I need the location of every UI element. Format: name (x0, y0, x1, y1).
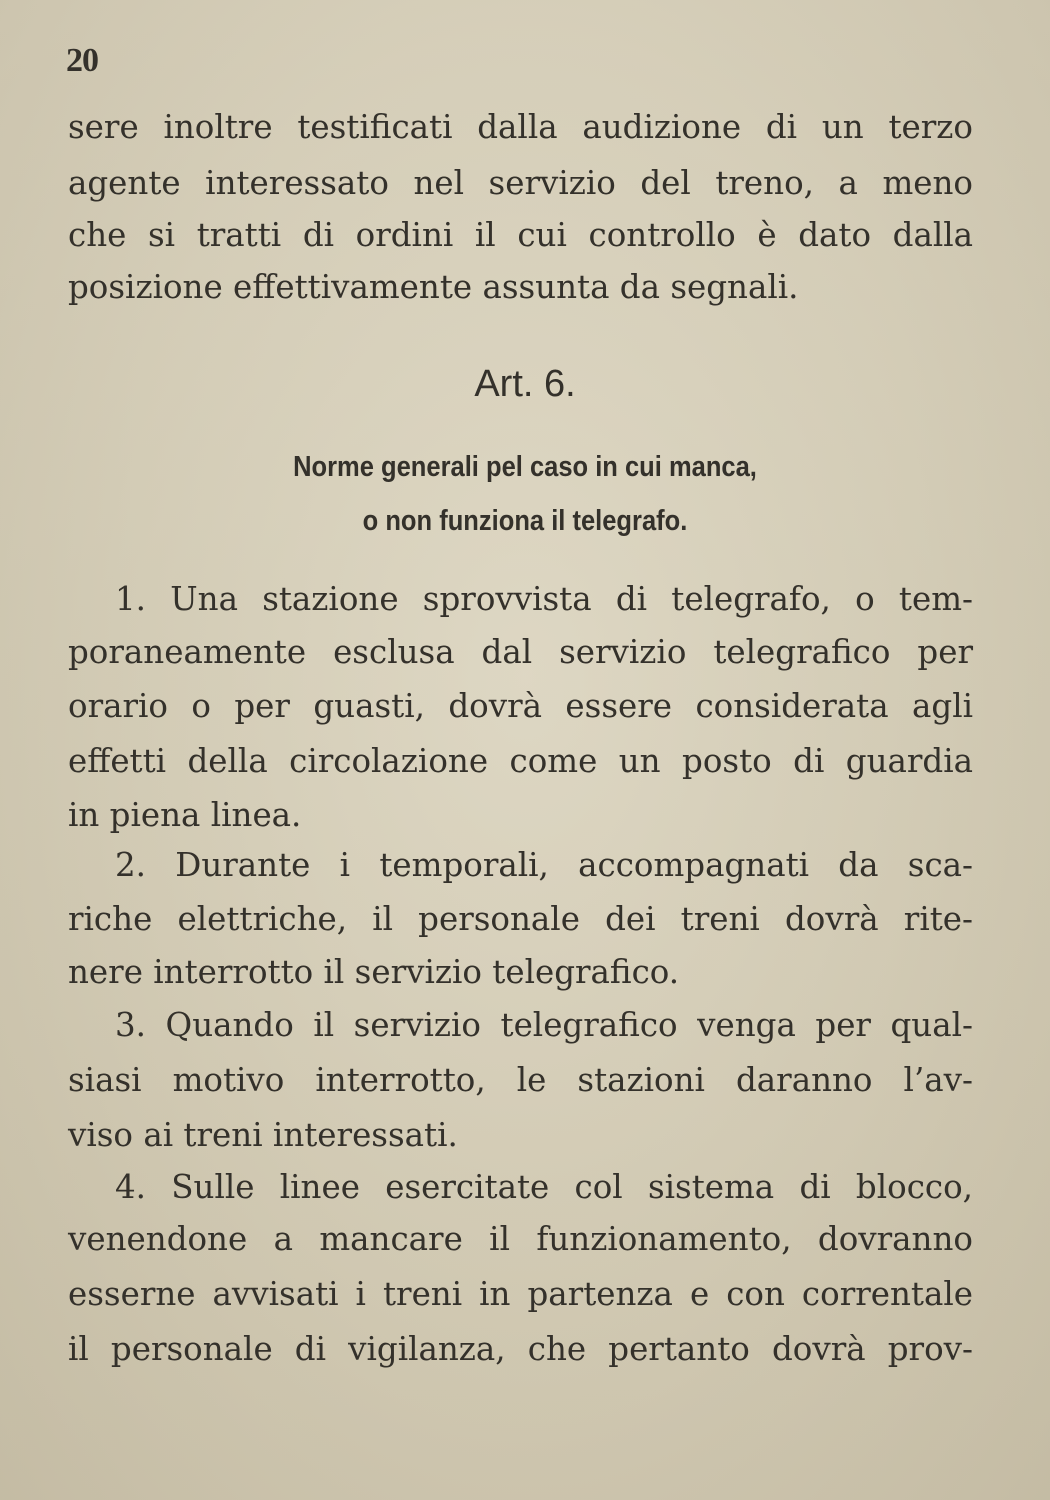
clause-3-line: 3. Quando il servizio telegrafico venga per qual- (115, 1006, 973, 1044)
text-line: agente interessato nel servizio del treno, a meno (68, 164, 973, 202)
clause-2-line: 2. Durante i temporali, accompagnati da sca- (115, 846, 973, 884)
clause-4-line: 4. Sulle linee esercitate col sistema di blocco, (115, 1168, 973, 1206)
clause-1-line: orario o per guasti, dovrà essere considerata agli (68, 687, 973, 725)
clause-3-line: siasi motivo interrotto, le stazioni daranno l’av- (68, 1061, 973, 1099)
page-number: 20 (66, 42, 98, 79)
text-line: che si tratti di ordini il cui controllo è dato dalla (68, 216, 973, 254)
article-heading-line: Norme generali pel caso in cui manca, (293, 451, 757, 483)
clause-2-line: nere interrotto il servizio telegrafico. (68, 953, 680, 991)
article-title: Art. 6. (474, 363, 576, 405)
clause-1-line: poraneamente esclusa dal servizio telegrafico per (68, 633, 973, 671)
clause-1-line: 1. Una stazione sprovvista di telegrafo, o tem- (115, 580, 973, 618)
text-line: posizione effettivamente assunta da segnali. (68, 268, 799, 306)
clause-1-line: effetti della circolazione come un posto di guardia (68, 742, 973, 780)
clause-4-line: il personale di vigilanza, che pertanto dovrà prov- (68, 1330, 973, 1368)
clause-2-line: riche elettriche, il personale dei treni dovrà rite- (68, 900, 973, 938)
clause-1-line: in piena linea. (68, 796, 302, 834)
clause-3-line: viso ai treni interessati. (68, 1116, 458, 1154)
clause-4-line: venendone a mancare il funzionamento, dovranno (68, 1220, 973, 1258)
text-line: sere inoltre testificati dalla audizione di un terzo (68, 108, 973, 146)
clause-4-line: esserne avvisati i treni in partenza e con correntale (68, 1275, 973, 1313)
article-heading-line: o non funziona il telegrafo. (362, 505, 688, 537)
